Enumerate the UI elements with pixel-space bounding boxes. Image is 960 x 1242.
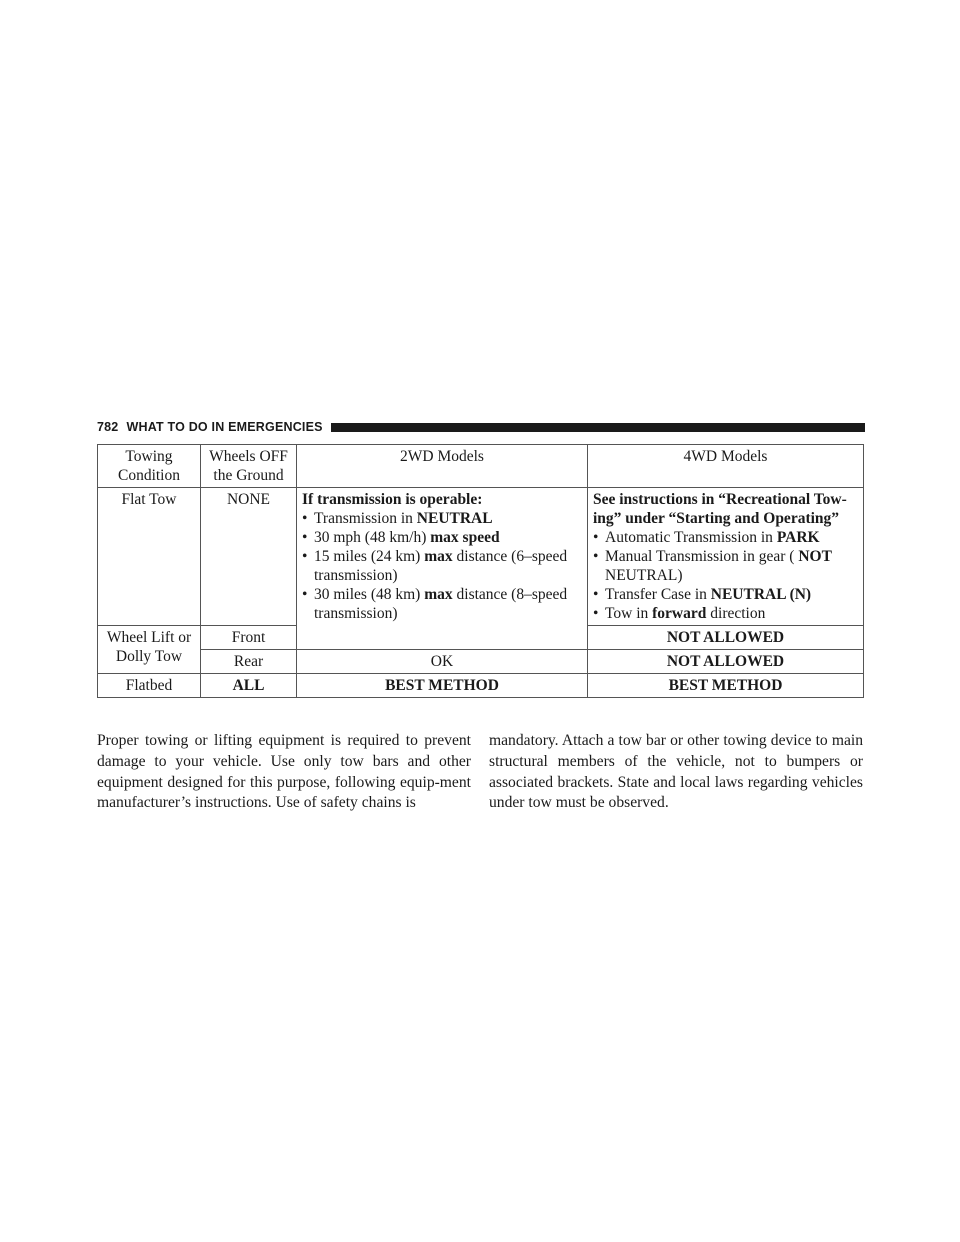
header-towing-condition: Towing Condition	[98, 445, 201, 488]
cell-flat-tow-condition: Flat Tow	[98, 488, 201, 626]
cell-wheel-lift-front: Front	[201, 626, 297, 650]
flat-tow-4wd-title: See instructions in “Recreational Tow-ing” under “Starting and Operating”	[593, 491, 847, 527]
list-item: • 15 miles (24 km) max distance (6–speed transmission)	[302, 547, 582, 585]
cell-wheel-lift-front-4wd: NOT ALLOWED	[588, 626, 864, 650]
list-item: • Tow in forward direction	[593, 604, 858, 623]
towing-table	[97, 444, 864, 698]
list-item: • Transfer Case in NEUTRAL (N)	[593, 585, 858, 604]
cell-wheel-lift-rear: Rear	[201, 650, 297, 674]
list-item: • Transmission in NEUTRAL	[302, 509, 582, 528]
header-4wd-models: 4WD Models	[588, 445, 864, 488]
cell-flatbed-2wd: BEST METHOD	[297, 674, 588, 698]
list-item: • Automatic Transmission in PARK	[593, 528, 858, 547]
page-header	[97, 418, 865, 436]
table-row-flat-tow	[98, 488, 864, 626]
cell-flatbed-condition: Flatbed	[98, 674, 201, 698]
list-item: • 30 miles (48 km) max distance (8–speed transmission)	[302, 585, 582, 623]
header-rule	[331, 423, 865, 432]
page-number: 782	[97, 420, 119, 434]
table-row-wheel-lift-rear	[98, 650, 864, 674]
section-title: WHAT TO DO IN EMERGENCIES	[126, 420, 323, 434]
cell-wheel-lift-rear-4wd: NOT ALLOWED	[588, 650, 864, 674]
header-wheels-off-ground: Wheels OFF the Ground	[201, 445, 297, 488]
list-item: • Manual Transmission in gear ( NOT NEUTRAL)	[593, 547, 858, 585]
cell-wheel-lift-rear-2wd: OK	[297, 650, 588, 674]
cell-wheel-lift-condition: Wheel Lift or Dolly Tow	[98, 626, 201, 674]
cell-flat-tow-wheels: NONE	[201, 488, 297, 626]
cell-flat-tow-2wd	[297, 488, 588, 650]
body-paragraph-right: mandatory. Attach a tow bar or other towing device to main structural members of the vehicle, not to bumpers or associated brackets. State and local laws regarding vehicles under tow must be observed.	[489, 732, 863, 812]
cell-flat-tow-4wd	[588, 488, 864, 626]
table-header-row	[98, 445, 864, 488]
cell-flatbed-4wd: BEST METHOD	[588, 674, 864, 698]
cell-flatbed-wheels: ALL	[201, 674, 297, 698]
flat-tow-2wd-title: If transmission is operable:	[302, 491, 483, 508]
table-row-flatbed	[98, 674, 864, 698]
header-2wd-models: 2WD Models	[297, 445, 588, 488]
body-paragraph-left: Proper towing or lifting equipment is required to prevent damage to your vehicle. Use only tow bars and other equipment designed for this purpose, following equip-ment manufacturer’s instructions. Use of safety chains is	[97, 732, 471, 812]
list-item: • 30 mph (48 km/h) max speed	[302, 528, 582, 547]
